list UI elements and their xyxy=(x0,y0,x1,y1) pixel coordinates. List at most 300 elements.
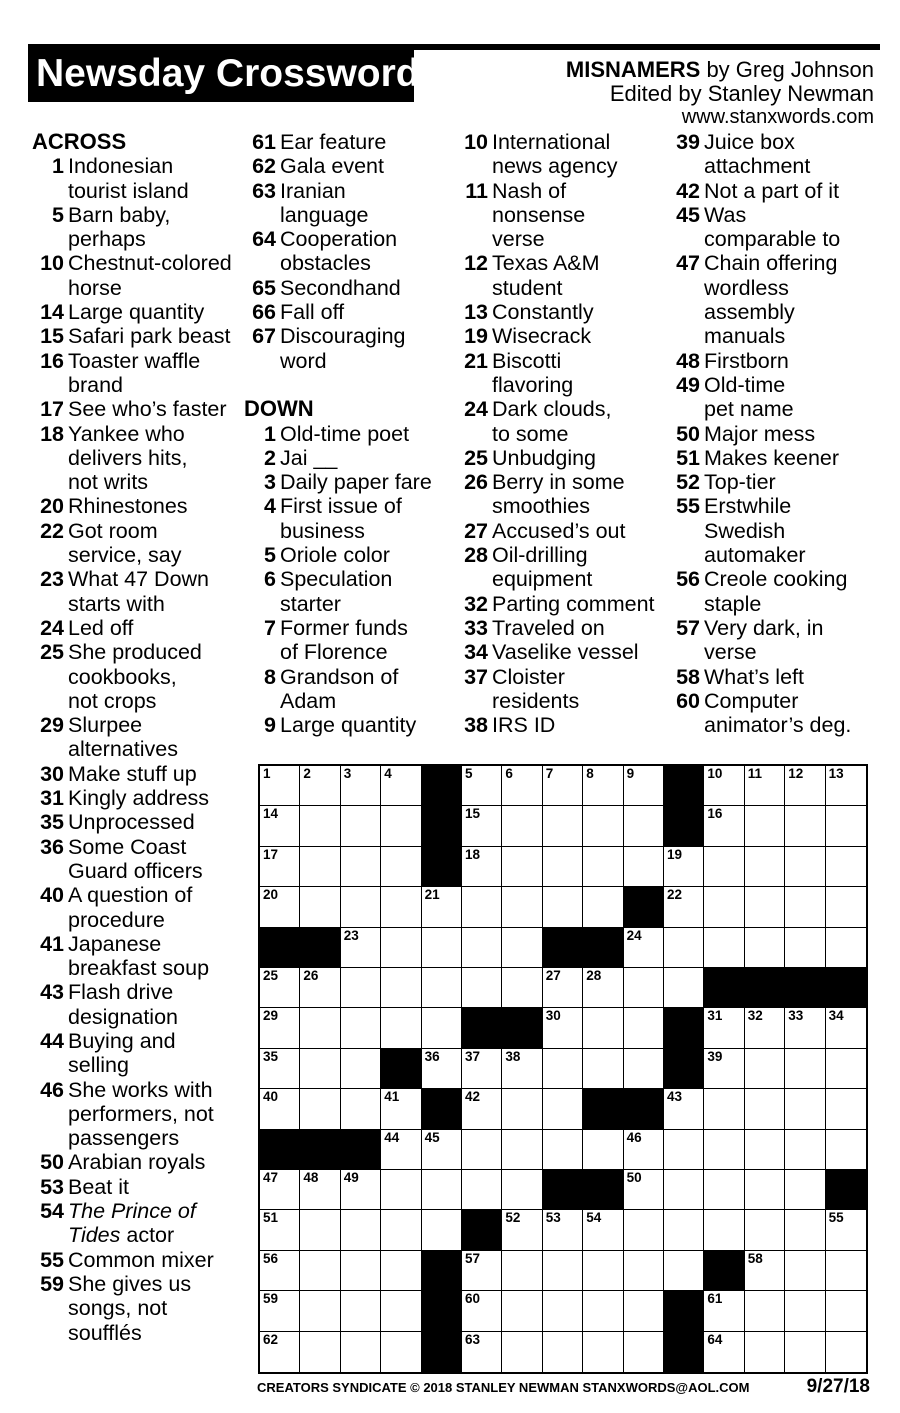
across-clue-64[interactable] xyxy=(244,227,432,276)
grid-cell[interactable] xyxy=(341,887,381,927)
grid-cell[interactable] xyxy=(704,1210,744,1250)
grid-cell[interactable] xyxy=(341,1332,381,1372)
grid-cell[interactable] xyxy=(624,1008,664,1048)
down-clue-32[interactable] xyxy=(456,592,655,616)
grid-cell[interactable] xyxy=(502,1170,542,1210)
clue-line: starter xyxy=(280,591,341,616)
across-heading: ACROSS xyxy=(32,129,127,154)
grid-cell[interactable] xyxy=(341,806,381,846)
grid-cell[interactable] xyxy=(785,847,825,887)
across-clue-14[interactable] xyxy=(32,300,232,324)
grid-cell[interactable] xyxy=(664,968,704,1008)
grid-cell[interactable] xyxy=(341,928,381,968)
grid-cell[interactable] xyxy=(260,968,300,1008)
grid-cell[interactable] xyxy=(502,1251,542,1291)
grid-cell[interactable] xyxy=(826,1049,866,1089)
grid-cell[interactable] xyxy=(583,1130,623,1170)
grid-cell[interactable] xyxy=(624,1291,664,1331)
clue-text xyxy=(68,203,170,252)
down-clue-3[interactable] xyxy=(244,470,432,494)
grid-cell[interactable] xyxy=(583,806,623,846)
grid-cell[interactable] xyxy=(462,1170,502,1210)
across-clue-20[interactable] xyxy=(32,494,232,518)
down-clue-28[interactable] xyxy=(456,543,655,592)
across-clue-31[interactable] xyxy=(32,786,232,810)
across-clue-17[interactable] xyxy=(32,397,232,421)
grid-cell[interactable] xyxy=(422,1049,462,1089)
grid-cell[interactable] xyxy=(583,1008,623,1048)
cell-number: 59 xyxy=(263,1291,279,1307)
grid-cell[interactable] xyxy=(543,1130,583,1170)
grid-cell[interactable] xyxy=(704,847,744,887)
grid-cell[interactable] xyxy=(745,1130,785,1170)
grid-cell[interactable] xyxy=(664,1210,704,1250)
across-clue-24[interactable] xyxy=(32,616,232,640)
grid-cell[interactable] xyxy=(664,887,704,927)
grid-cell[interactable] xyxy=(826,1210,866,1250)
grid-cell[interactable] xyxy=(543,887,583,927)
across-clue-23[interactable] xyxy=(32,567,232,616)
across-clue-35[interactable] xyxy=(32,810,232,834)
grid-cell[interactable] xyxy=(826,766,866,806)
across-clue-36[interactable] xyxy=(32,835,232,884)
grid-cell[interactable] xyxy=(300,1170,340,1210)
clue-text xyxy=(492,665,579,714)
grid-cell[interactable] xyxy=(341,1089,381,1129)
down-clue-47[interactable] xyxy=(668,251,851,348)
down-clue-57[interactable] xyxy=(668,616,851,665)
grid-cell[interactable] xyxy=(260,806,300,846)
down-clue-19[interactable] xyxy=(456,324,655,348)
grid-cell[interactable] xyxy=(381,928,421,968)
grid-cell[interactable] xyxy=(341,1251,381,1291)
cell-number: 32 xyxy=(747,1008,763,1024)
grid-cell[interactable] xyxy=(826,1251,866,1291)
grid-cell[interactable] xyxy=(745,1291,785,1331)
grid-cell[interactable] xyxy=(785,928,825,968)
grid-cell[interactable] xyxy=(624,1332,664,1372)
grid-cell[interactable] xyxy=(745,1210,785,1250)
grid-cell[interactable] xyxy=(300,887,340,927)
down-clue-34[interactable] xyxy=(456,640,655,664)
grid-cell[interactable] xyxy=(260,1170,300,1210)
across-clue-29[interactable] xyxy=(32,713,232,762)
grid-cell[interactable] xyxy=(381,1130,421,1170)
grid-cell[interactable] xyxy=(745,766,785,806)
grid-cell[interactable] xyxy=(462,928,502,968)
grid-cell[interactable] xyxy=(381,1089,421,1129)
grid-cell[interactable] xyxy=(543,1291,583,1331)
across-clue-1[interactable] xyxy=(32,154,232,203)
grid-cell[interactable] xyxy=(826,1089,866,1129)
grid-cell[interactable] xyxy=(543,1251,583,1291)
grid-cell[interactable] xyxy=(664,928,704,968)
grid-cell[interactable] xyxy=(704,1049,744,1089)
grid-cell[interactable] xyxy=(543,1089,583,1129)
across-clue-40[interactable] xyxy=(32,883,232,932)
grid-cell[interactable] xyxy=(826,1008,866,1048)
clue-text xyxy=(68,349,200,398)
grid-cell[interactable] xyxy=(422,1130,462,1170)
down-clue-9[interactable] xyxy=(244,713,432,737)
grid-cell[interactable] xyxy=(341,766,381,806)
across-clue-15[interactable] xyxy=(32,324,232,348)
grid-cell[interactable] xyxy=(543,1210,583,1250)
grid-cell[interactable] xyxy=(664,1251,704,1291)
down-clue-11[interactable] xyxy=(456,179,655,252)
grid-cell[interactable] xyxy=(704,1170,744,1210)
grid-cell[interactable] xyxy=(624,928,664,968)
grid-cell[interactable] xyxy=(704,1332,744,1372)
down-clue-60[interactable] xyxy=(668,689,851,738)
down-clue-52[interactable] xyxy=(668,470,851,494)
grid-cell[interactable] xyxy=(745,1251,785,1291)
across-clue-46[interactable] xyxy=(32,1078,232,1151)
grid-cell[interactable] xyxy=(785,1210,825,1250)
clue-line: staple xyxy=(704,591,762,616)
grid-cell[interactable] xyxy=(341,847,381,887)
down-clue-27[interactable] xyxy=(456,519,655,543)
grid-cell[interactable] xyxy=(543,806,583,846)
down-clue-21[interactable] xyxy=(456,349,655,398)
grid-cell[interactable] xyxy=(826,1332,866,1372)
grid-cell[interactable] xyxy=(502,1210,542,1250)
grid-cell[interactable] xyxy=(300,806,340,846)
grid-cell[interactable] xyxy=(785,1089,825,1129)
clue-line: business xyxy=(280,518,365,543)
down-clue-51[interactable] xyxy=(668,446,851,470)
grid-cell[interactable] xyxy=(543,847,583,887)
grid-cell[interactable] xyxy=(381,1332,421,1372)
down-clue-1[interactable] xyxy=(244,422,432,446)
down-clue-4[interactable] xyxy=(244,494,432,543)
grid-cell[interactable] xyxy=(785,806,825,846)
grid-cell[interactable] xyxy=(583,766,623,806)
grid-cell[interactable] xyxy=(543,766,583,806)
grid-cell[interactable] xyxy=(300,847,340,887)
grid-cell[interactable] xyxy=(300,1089,340,1129)
copyright-credit: CREATORS SYNDICATE © 2018 STANLEY NEWMAN STANXWORDS@AOL.COM xyxy=(257,1380,750,1395)
grid-cell[interactable] xyxy=(260,1008,300,1048)
clue-number: 11 xyxy=(465,178,488,203)
grid-cell[interactable] xyxy=(341,1170,381,1210)
across-clue-53[interactable] xyxy=(32,1175,232,1199)
grid-cell[interactable] xyxy=(624,1210,664,1250)
grid-cell[interactable] xyxy=(462,968,502,1008)
clue-text xyxy=(704,446,839,470)
grid-cell[interactable] xyxy=(502,1089,542,1129)
cell-number: 4 xyxy=(384,766,392,781)
grid-cell[interactable] xyxy=(785,1008,825,1048)
across-clue-65[interactable] xyxy=(244,276,432,300)
down-clue-5[interactable] xyxy=(244,543,432,567)
grid-cell[interactable] xyxy=(826,928,866,968)
across-clue-63[interactable] xyxy=(244,179,432,228)
across-clue-5[interactable] xyxy=(32,203,232,252)
grid-cell[interactable] xyxy=(422,1170,462,1210)
grid-cell[interactable] xyxy=(704,1008,744,1048)
grid-cell[interactable] xyxy=(502,1049,542,1089)
down-clue-58[interactable] xyxy=(668,665,851,689)
clue-line: Kingly address xyxy=(68,786,210,811)
down-clue-42[interactable] xyxy=(668,179,851,203)
grid-cell[interactable] xyxy=(826,1291,866,1331)
grid-cell[interactable] xyxy=(745,847,785,887)
grid-cell[interactable] xyxy=(704,1291,744,1331)
grid-cell[interactable] xyxy=(826,847,866,887)
grid-cell[interactable] xyxy=(341,1008,381,1048)
clue-column-4 xyxy=(668,130,851,737)
grid-cell[interactable] xyxy=(624,1049,664,1089)
grid-cell[interactable] xyxy=(260,1089,300,1129)
grid-cell[interactable] xyxy=(462,847,502,887)
down-clue-33[interactable] xyxy=(456,616,655,640)
grid-cell[interactable] xyxy=(260,1291,300,1331)
grid-cell[interactable] xyxy=(300,1251,340,1291)
grid-cell[interactable] xyxy=(462,806,502,846)
across-clue-59[interactable] xyxy=(32,1272,232,1345)
grid-cell[interactable] xyxy=(260,766,300,806)
grid-cell[interactable] xyxy=(745,806,785,846)
grid-cell[interactable] xyxy=(381,1210,421,1250)
across-clue-41[interactable] xyxy=(32,932,232,981)
grid-cell[interactable] xyxy=(462,1089,502,1129)
grid-cell[interactable] xyxy=(341,1049,381,1089)
grid-cell[interactable] xyxy=(583,1251,623,1291)
across-clue-16[interactable] xyxy=(32,349,232,398)
grid-cell[interactable] xyxy=(260,887,300,927)
grid-cell[interactable] xyxy=(381,766,421,806)
grid-cell[interactable] xyxy=(462,1049,502,1089)
grid-cell[interactable] xyxy=(341,1210,381,1250)
grid-cell[interactable] xyxy=(300,766,340,806)
down-clue-38[interactable] xyxy=(456,713,655,737)
grid-cell[interactable] xyxy=(300,1049,340,1089)
grid-cell[interactable] xyxy=(422,968,462,1008)
grid-cell[interactable] xyxy=(624,968,664,1008)
grid-cell[interactable] xyxy=(583,968,623,1008)
down-clue-49[interactable] xyxy=(668,373,851,422)
clue-line: The Prince of xyxy=(68,1199,196,1224)
down-clue-39[interactable] xyxy=(668,130,851,179)
across-clue-44[interactable] xyxy=(32,1029,232,1078)
grid-cell[interactable] xyxy=(543,1332,583,1372)
grid-cell[interactable] xyxy=(381,847,421,887)
down-clue-10[interactable] xyxy=(456,130,655,179)
grid-cell[interactable] xyxy=(381,806,421,846)
grid-cell[interactable] xyxy=(583,887,623,927)
grid-cell[interactable] xyxy=(785,1130,825,1170)
grid-cell[interactable] xyxy=(422,887,462,927)
down-clue-24[interactable] xyxy=(456,397,655,446)
grid-cell[interactable] xyxy=(422,1210,462,1250)
across-clue-43[interactable] xyxy=(32,980,232,1029)
grid-cell[interactable] xyxy=(583,1291,623,1331)
grid-cell[interactable] xyxy=(381,968,421,1008)
across-clue-62[interactable] xyxy=(244,154,432,178)
grid-cell[interactable] xyxy=(502,766,542,806)
grid-cell[interactable] xyxy=(502,1332,542,1372)
grid-cell[interactable] xyxy=(583,1332,623,1372)
grid-cell[interactable] xyxy=(502,1291,542,1331)
grid-cell[interactable] xyxy=(704,928,744,968)
grid-cell[interactable] xyxy=(381,1170,421,1210)
grid-cell[interactable] xyxy=(260,847,300,887)
grid-cell[interactable] xyxy=(745,1332,785,1372)
down-clue-25[interactable] xyxy=(456,446,655,470)
down-clue-13[interactable] xyxy=(456,300,655,324)
clue-number: 47 xyxy=(676,251,700,276)
grid-cell[interactable] xyxy=(745,1089,785,1129)
grid-cell[interactable] xyxy=(785,1291,825,1331)
grid-cell[interactable] xyxy=(624,766,664,806)
grid-cell[interactable] xyxy=(260,1332,300,1372)
grid-cell[interactable] xyxy=(745,1008,785,1048)
grid-cell[interactable] xyxy=(422,928,462,968)
grid-cell[interactable] xyxy=(502,887,542,927)
across-clue-61[interactable] xyxy=(244,130,432,154)
grid-cell[interactable] xyxy=(300,968,340,1008)
crossword-grid[interactable] xyxy=(258,764,868,1374)
grid-cell[interactable] xyxy=(381,1251,421,1291)
grid-cell[interactable] xyxy=(462,1332,502,1372)
grid-cell[interactable] xyxy=(704,1130,744,1170)
grid-cell[interactable] xyxy=(502,806,542,846)
across-clue-25[interactable] xyxy=(32,640,232,713)
clue-line: not crops xyxy=(68,688,157,713)
across-clue-22[interactable] xyxy=(32,519,232,568)
grid-cell[interactable] xyxy=(704,766,744,806)
grid-cell[interactable] xyxy=(624,847,664,887)
across-clue-30[interactable] xyxy=(32,762,232,786)
clue-line: Major mess xyxy=(704,421,816,446)
across-clue-67[interactable] xyxy=(244,324,432,373)
grid-cell[interactable] xyxy=(745,1049,785,1089)
grid-cell[interactable] xyxy=(543,1008,583,1048)
grid-cell[interactable] xyxy=(583,847,623,887)
grid-cell[interactable] xyxy=(704,887,744,927)
grid-cell[interactable] xyxy=(624,1130,664,1170)
grid-cell[interactable] xyxy=(543,968,583,1008)
down-clue-45[interactable] xyxy=(668,203,851,252)
across-clue-18[interactable] xyxy=(32,422,232,495)
grid-cell[interactable] xyxy=(300,1332,340,1372)
down-clue-26[interactable] xyxy=(456,470,655,519)
down-clue-8[interactable] xyxy=(244,665,432,714)
grid-cell[interactable] xyxy=(664,1130,704,1170)
grid-cell[interactable] xyxy=(785,1170,825,1210)
grid-cell[interactable] xyxy=(745,928,785,968)
across-clue-54[interactable] xyxy=(32,1199,232,1248)
grid-cell[interactable] xyxy=(826,806,866,846)
grid-cell[interactable] xyxy=(260,1049,300,1089)
down-clue-6[interactable] xyxy=(244,567,432,616)
clue-line: See who’s faster xyxy=(68,397,227,422)
clue-text xyxy=(68,397,227,421)
grid-cell[interactable] xyxy=(502,928,542,968)
clue-number: 22 xyxy=(40,518,64,543)
grid-cell[interactable] xyxy=(785,1049,825,1089)
down-clue-2[interactable] xyxy=(244,446,432,470)
grid-cell[interactable] xyxy=(785,1332,825,1372)
clue-line: of Florence xyxy=(280,640,388,665)
clue-line: Traveled on xyxy=(492,615,605,640)
down-clue-56[interactable] xyxy=(668,567,851,616)
grid-cell[interactable] xyxy=(785,887,825,927)
grid-cell[interactable] xyxy=(300,1210,340,1250)
clue-number: 4 xyxy=(264,494,276,519)
cell-number: 41 xyxy=(384,1089,400,1105)
grid-cell[interactable] xyxy=(664,1170,704,1210)
grid-cell[interactable] xyxy=(704,1089,744,1129)
grid-cell[interactable] xyxy=(785,1251,825,1291)
down-clue-12[interactable] xyxy=(456,251,655,300)
clue-number: 2 xyxy=(264,445,276,470)
down-clue-37[interactable] xyxy=(456,665,655,714)
grid-cell[interactable] xyxy=(260,1210,300,1250)
grid-cell[interactable] xyxy=(341,1291,381,1331)
clue-text xyxy=(68,640,202,713)
grid-cell[interactable] xyxy=(422,1008,462,1048)
grid-cell[interactable] xyxy=(502,968,542,1008)
grid-cell[interactable] xyxy=(826,1130,866,1170)
grid-cell[interactable] xyxy=(462,766,502,806)
clue-line: Makes keener xyxy=(704,445,840,470)
grid-cell[interactable] xyxy=(462,1251,502,1291)
grid-cell[interactable] xyxy=(624,806,664,846)
grid-cell[interactable] xyxy=(785,766,825,806)
across-clue-55[interactable] xyxy=(32,1248,232,1272)
grid-cell[interactable] xyxy=(462,1130,502,1170)
grid-cell[interactable] xyxy=(502,847,542,887)
grid-cell[interactable] xyxy=(745,1170,785,1210)
grid-cell[interactable] xyxy=(583,1210,623,1250)
across-clue-10[interactable] xyxy=(32,251,232,300)
grid-cell[interactable] xyxy=(624,1170,664,1210)
across-clue-50[interactable] xyxy=(32,1150,232,1174)
down-clue-55[interactable] xyxy=(668,494,851,567)
grid-cell[interactable] xyxy=(826,887,866,927)
grid-cell[interactable] xyxy=(381,887,421,927)
clue-line: Led off xyxy=(68,615,134,640)
grid-cell[interactable] xyxy=(502,1130,542,1170)
grid-cell[interactable] xyxy=(260,1251,300,1291)
down-clue-50[interactable] xyxy=(668,422,851,446)
grid-cell[interactable] xyxy=(341,968,381,1008)
across-clue-66[interactable] xyxy=(244,300,432,324)
grid-cell[interactable] xyxy=(381,1008,421,1048)
down-clue-48[interactable] xyxy=(668,349,851,373)
grid-cell[interactable] xyxy=(300,1291,340,1331)
clue-line: Make stuff up xyxy=(68,761,197,786)
grid-cell[interactable] xyxy=(381,1291,421,1331)
grid-cell[interactable] xyxy=(462,887,502,927)
grid-cell[interactable] xyxy=(300,1008,340,1048)
down-clue-7[interactable] xyxy=(244,616,432,665)
grid-cell[interactable] xyxy=(462,1291,502,1331)
cell-number: 30 xyxy=(545,1008,561,1024)
grid-cell[interactable] xyxy=(624,1251,664,1291)
clue-number: 25 xyxy=(40,640,64,665)
grid-cell[interactable] xyxy=(583,1049,623,1089)
grid-cell[interactable] xyxy=(664,847,704,887)
grid-cell[interactable] xyxy=(543,1049,583,1089)
clue-text xyxy=(492,179,585,252)
grid-cell[interactable] xyxy=(745,887,785,927)
grid-cell[interactable] xyxy=(704,806,744,846)
grid-cell[interactable] xyxy=(664,1089,704,1129)
clue-text xyxy=(68,883,192,932)
